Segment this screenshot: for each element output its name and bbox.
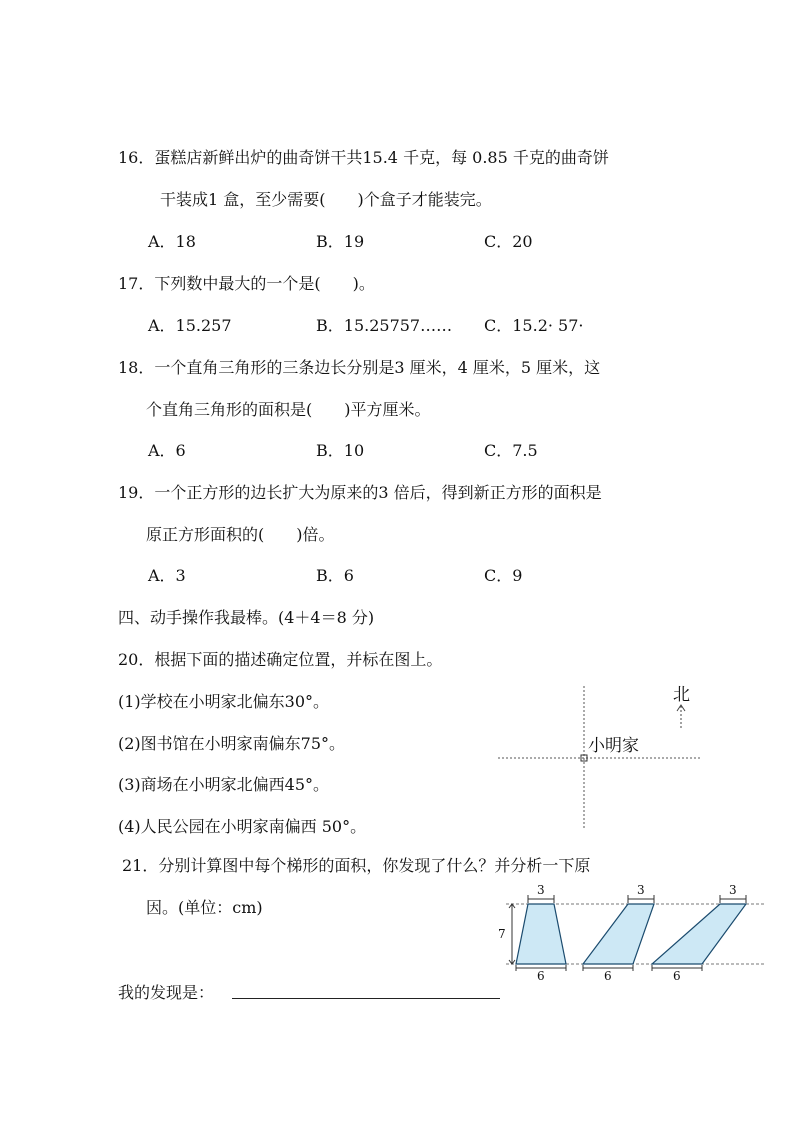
north-label: 北 [673,685,690,705]
q18-line2: 个直角三角形的面积是( )平方厘米。 [146,400,431,419]
home-label: 小明家 [588,736,639,756]
q16-option-c: C．20 [484,232,533,251]
top-label-3: 3 [729,883,737,897]
q20-line1: 20．根据下面的描述确定位置，并标在图上。 [118,650,443,669]
q21-line2: 因。(单位：cm) [146,898,263,917]
q17-line1: 17．下列数中最大的一个是( )。 [118,274,375,293]
q19-line2: 原正方形面积的( )倍。 [146,525,335,544]
trapezoid-figure [492,880,766,988]
q20-item-1: (1)学校在小明家北偏东30°。 [118,692,330,711]
q18-option-c: C．7.5 [484,441,538,460]
q18-option-b: B．10 [316,441,365,460]
q17-option-c: C．15.2· 57· [484,316,584,335]
q21-line1: 21．分别计算图中每个梯形的面积，你发现了什么？并分析一下原 [122,856,591,875]
trapezoid-3 [652,904,746,964]
q17-option-a: A．15.257 [148,316,232,335]
direction-map [490,678,710,838]
height-label: 7 [498,927,506,941]
q17-option-b: B．15.25757…… [316,316,453,335]
q18-line1: 18．一个直角三角形的三条边长分别是3 厘米，4 厘米，5 厘米，这 [118,358,601,377]
bottom-label-1: 6 [537,969,545,983]
q19-option-b: B．6 [316,566,354,585]
answer-prompt: 我的发现是： [118,983,215,1002]
q19-line1: 19．一个正方形的边长扩大为原来的3 倍后，得到新正方形的面积是 [118,483,602,502]
q20-item-3: (3)商场在小明家北偏西45°。 [118,775,330,794]
top-label-1: 3 [537,883,545,897]
q16-line1: 16．蛋糕店新鲜出炉的曲奇饼干共15.4 千克，每 0.85 千克的曲奇饼 [118,148,609,167]
q16-option-a: A．18 [148,232,196,251]
q16-option-b: B．19 [316,232,365,251]
bottom-label-3: 6 [673,969,681,983]
q19-option-c: C．9 [484,566,523,585]
answer-blank[interactable] [232,998,500,999]
trapezoid-2 [583,904,654,964]
q18-option-a: A．6 [148,441,186,460]
q20-item-4: (4)人民公园在小明家南偏西 50°。 [118,817,367,836]
section-heading: 四、动手操作我最棒。(4＋4＝8 分) [118,608,375,627]
q20-item-2: (2)图书馆在小明家南偏东75°。 [118,734,346,753]
q19-option-a: A．3 [148,566,186,585]
bottom-label-2: 6 [604,969,612,983]
top-label-2: 3 [637,883,645,897]
north-arrow-icon [677,705,685,730]
q16-line2: 干装成1 盒，至少需要( )个盒子才能装完。 [160,190,492,209]
trapezoid-1 [516,904,566,964]
